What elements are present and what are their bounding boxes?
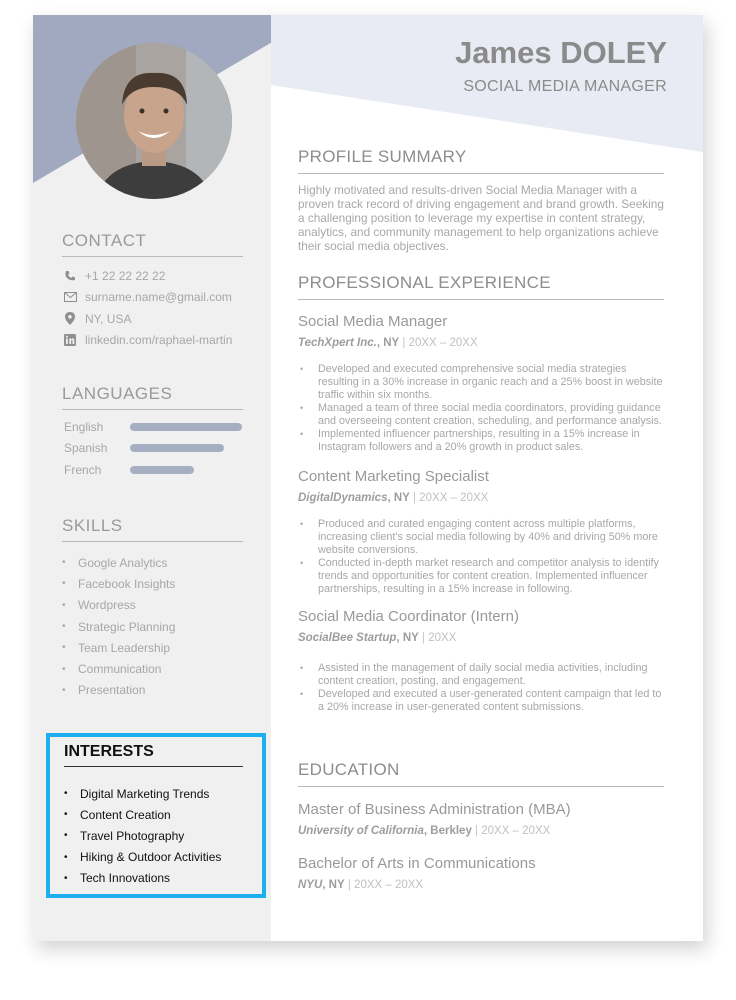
job-title: Content Marketing Specialist	[298, 468, 489, 485]
job-meta: SocialBee Startup, NY | 20XX	[298, 632, 457, 644]
job-entry	[298, 608, 664, 714]
job-bullet: • Assisted in the management of daily social media activities, including content creation, posting, and engagement.	[300, 662, 648, 687]
skill-item: • Presentation	[62, 683, 146, 698]
language-row	[62, 459, 243, 481]
interests-section-highlight	[46, 733, 266, 898]
languages-heading: LANGUAGES	[62, 384, 243, 410]
contact-location	[62, 308, 243, 330]
contact-section	[62, 231, 243, 351]
language-name: English	[64, 419, 104, 434]
contact-phone	[62, 265, 243, 287]
interest-item: • Tech Innovations	[64, 871, 171, 886]
experience-heading: PROFESSIONAL EXPERIENCE	[298, 273, 664, 300]
language-level-bar	[130, 466, 194, 474]
language-name: French	[64, 462, 102, 477]
skill-item: • Wordpress	[62, 598, 136, 613]
education-entry	[298, 855, 664, 891]
job-bullet: • Developed and executed a user-generated content campaign that led to a 20% increase in user-generated content submissions.	[300, 688, 662, 713]
mail-icon	[62, 292, 78, 302]
phone-icon	[62, 270, 78, 282]
contact-linkedin-text: linkedin.com/raphael-martin	[85, 333, 233, 348]
skill-item: • Facebook Insights	[62, 576, 176, 591]
contact-email-text: surname.name@gmail.com	[85, 290, 232, 305]
job-bullet: • Developed and executed comprehensive social media strategies resulting in a 30% increase in organic reach and a 25% boost in website traffic within six months.	[300, 363, 663, 401]
education-section	[298, 760, 664, 891]
skill-item: • Team Leadership	[62, 640, 171, 655]
job-bullet: • Produced and curated engaging content across multiple platforms, increasing client's social media following by 40% and driving 50% more website conversions.	[300, 518, 658, 556]
candidate-name: James DOLEY	[455, 35, 667, 70]
linkedin-icon	[62, 334, 78, 346]
contact-phone-text: +1 22 22 22 22	[85, 268, 166, 283]
job-meta: DigitalDynamics, NY | 20XX – 20XX	[298, 492, 489, 504]
interest-item: • Travel Photography	[64, 828, 185, 843]
language-level-bar	[130, 444, 224, 452]
job-meta: TechXpert Inc., NY | 20XX – 20XX	[298, 337, 478, 349]
job-bullet: • Managed a team of three social media coordinators, providing guidance and overseeing content creation, scheduling, and performance analysis.	[300, 402, 662, 427]
degree-title: Bachelor of Arts in Communications	[298, 855, 536, 872]
profile-heading: PROFILE SUMMARY	[298, 147, 664, 174]
skill-item: • Strategic Planning	[62, 619, 176, 634]
job-title: Social Media Coordinator (Intern)	[298, 608, 519, 625]
education-meta: NYU, NY | 20XX – 20XX	[298, 879, 424, 891]
job-bullet: • Conducted in-depth market research and competitor analysis to identify trends and opportunities for content creation. Implemented influencer partnerships, resulting in a 15% increase in following.	[300, 557, 659, 595]
education-entry	[298, 801, 664, 837]
interest-item: • Hiking & Outdoor Activities	[64, 850, 222, 865]
skill-item: • Communication	[62, 662, 162, 677]
language-name: Spanish	[64, 441, 108, 456]
candidate-title: SOCIAL MEDIA MANAGER	[463, 78, 667, 95]
interest-item: • Digital Marketing Trends	[64, 786, 210, 801]
education-heading: EDUCATION	[298, 760, 664, 787]
interests-heading: INTERESTS	[64, 743, 243, 767]
language-row	[62, 416, 243, 438]
interest-item: • Content Creation	[64, 807, 171, 822]
contact-linkedin	[62, 330, 243, 352]
job-entry	[298, 313, 664, 454]
job-entry	[298, 468, 664, 596]
profile-photo	[76, 43, 232, 199]
skills-heading: SKILLS	[62, 516, 243, 542]
contact-location-text: NY, USA	[85, 311, 132, 326]
location-pin-icon	[62, 312, 78, 325]
language-row	[62, 438, 243, 460]
degree-title: Master of Business Administration (MBA)	[298, 801, 571, 818]
contact-heading: CONTACT	[62, 231, 243, 257]
profile-text: Highly motivated and results-driven Social Media Manager with a proven track record of driving engagement and brand growth. Seeking a challenging position to leverage my expertise in content strategy, analytics, and community management to help organizations achieve their social media objectives.	[298, 183, 664, 253]
contact-email	[62, 287, 243, 309]
job-title: Social Media Manager	[298, 313, 448, 330]
language-level-bar	[130, 423, 242, 431]
skill-item: • Google Analytics	[62, 555, 168, 570]
skills-section	[62, 516, 243, 701]
education-meta: University of California, Berkley | 20XX – 20XX	[298, 825, 551, 837]
profile-section	[298, 147, 664, 253]
job-bullet: • Implemented influencer partnerships, resulting in a 15% increase in Instagram followers and a 20% growth in product sales.	[300, 428, 640, 453]
resume-page	[33, 15, 703, 941]
experience-section	[298, 273, 664, 714]
languages-section	[62, 384, 243, 481]
